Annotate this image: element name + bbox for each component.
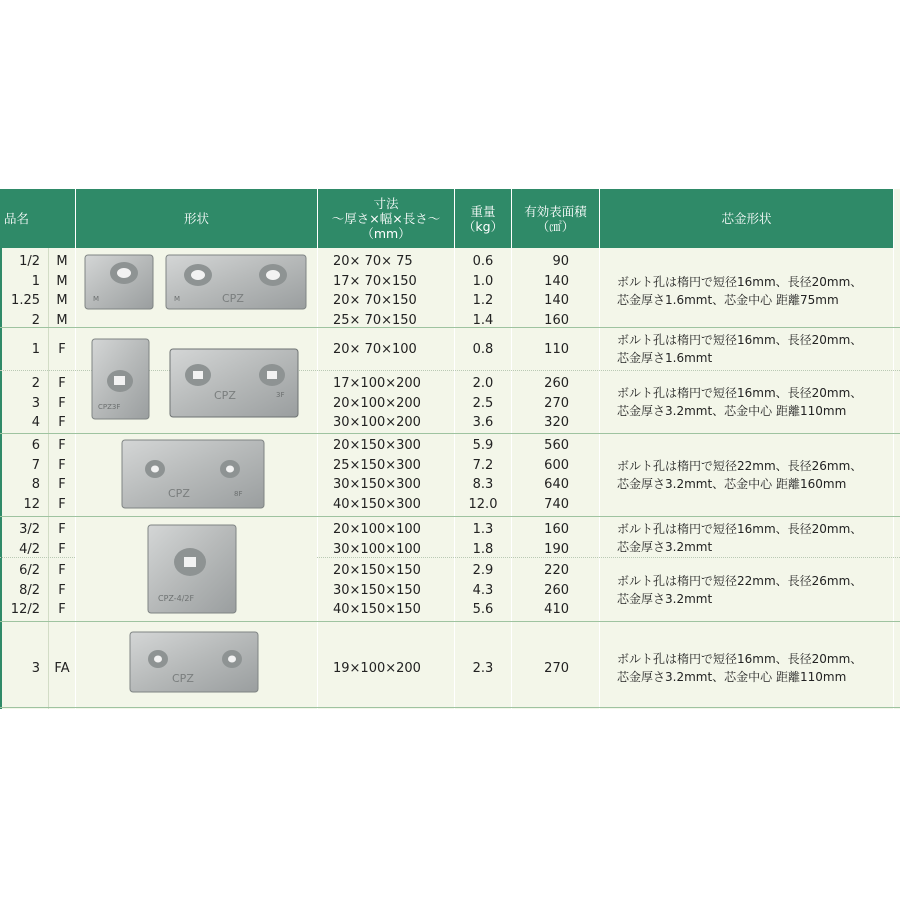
dimensions: 17×100×200 20×100×200 30×100×200 — [333, 376, 421, 430]
anode-f-square-image — [148, 525, 236, 613]
anode-m-large-image — [166, 255, 306, 309]
surface-areas: 160 190 — [544, 522, 569, 557]
plate-drawings — [0, 189, 900, 709]
product-types: F F F — [58, 376, 66, 430]
anode-f-small-image — [92, 339, 149, 419]
plate-marking: CPZ — [214, 389, 236, 402]
plate-marking: 3F — [276, 391, 285, 399]
product-names: 3/2 4/2 — [19, 522, 40, 557]
product-names: 1/2 1 1.25 2 — [11, 254, 40, 328]
product-spec-table — [0, 189, 900, 709]
surface-areas: 270 — [544, 661, 569, 676]
weights: 1.3 1.8 — [472, 522, 494, 557]
surface-areas: 220 260 410 — [544, 563, 569, 617]
product-names: 2 3 4 — [31, 376, 40, 430]
dimensions: 20× 70× 75 17× 70×150 20× 70×150 25× 70×150 — [333, 254, 417, 328]
header-core-shape: 芯金形状 — [600, 189, 893, 248]
header-product-name: 品名 — [0, 189, 75, 248]
surface-areas: 90 140 140 160 — [544, 254, 569, 328]
core-note: ボルト孔は楕円で短径16mm、長径20mm、 芯金厚さ1.6mmt、芯金中心 距離75mm — [617, 275, 863, 307]
core-note: ボルト孔は楕円で短径16mm、長径20mm、 芯金厚さ3.2mmt、芯金中心 距離110mm — [617, 652, 863, 684]
dimensions: 19×100×200 — [333, 661, 421, 676]
plate-marking: CPZ — [222, 292, 244, 305]
surface-areas: 260 270 320 — [544, 376, 569, 430]
core-note: ボルト孔は楕円で短径16mm、長径20mm、 芯金厚さ3.2mmt、芯金中心 距離110mm — [617, 386, 863, 418]
product-names: 6 7 8 12 — [23, 438, 40, 512]
surface-areas: 110 — [544, 342, 569, 357]
product-names: 1 — [31, 342, 40, 357]
weights: 0.6 1.0 1.2 1.4 — [472, 254, 494, 328]
core-note: ボルト孔は楕円で短径22mm、長径26mm、 芯金厚さ3.2mmt、芯金中心 距離160mm — [617, 459, 863, 491]
product-types: F F F F — [58, 438, 66, 512]
header-weight: 重量 （kg） — [455, 189, 511, 248]
header-dimensions: 寸法 ～厚さ×幅×長さ～ （mm） — [318, 189, 454, 248]
product-types: M M M M — [56, 254, 68, 328]
product-types: F F — [58, 522, 66, 557]
dimensions: 20×150×150 30×150×150 40×150×150 — [333, 563, 421, 617]
plate-marking: CPZ — [172, 672, 194, 685]
plate-marking: 8F — [234, 490, 243, 498]
product-types: F — [58, 342, 66, 357]
plate-marking: M — [174, 295, 181, 303]
anode-fa-image — [130, 632, 258, 692]
header-shape: 形状 — [76, 189, 317, 248]
weights: 2.9 4.3 5.6 — [472, 563, 494, 617]
core-note: ボルト孔は楕円で短径22mm、長径26mm、 芯金厚さ3.2mmt — [617, 574, 863, 606]
dimensions: 20×100×100 30×100×100 — [333, 522, 421, 557]
anode-f-big-image — [122, 440, 264, 508]
weights: 5.9 7.2 8.3 12.0 — [468, 438, 498, 512]
dimensions: 20× 70×100 — [333, 342, 417, 357]
product-types: F F F — [58, 563, 66, 617]
anode-m-small-image — [85, 255, 153, 309]
surface-areas: 560 600 640 740 — [544, 438, 569, 512]
weights: 0.8 — [472, 342, 494, 357]
plate-marking: M — [93, 295, 100, 303]
anode-f-wide-image — [170, 349, 298, 417]
product-names: 6/2 8/2 12/2 — [10, 563, 40, 617]
plate-marking: CPZ3F — [98, 403, 121, 411]
plate-marking: CPZ — [168, 487, 190, 500]
core-note: ボルト孔は楕円で短径16mm、長径20mm、 芯金厚さ3.2mmt — [617, 522, 863, 554]
dimensions: 20×150×300 25×150×300 30×150×300 40×150×300 — [333, 438, 421, 512]
weights: 2.0 2.5 3.6 — [472, 376, 494, 430]
product-names: 3 — [31, 661, 40, 676]
product-types: FA — [54, 661, 70, 676]
header-surface-area: 有効表面積 （㎠） — [512, 189, 599, 248]
weights: 2.3 — [472, 661, 494, 676]
plate-marking: CPZ-4/2F — [158, 594, 195, 603]
core-note: ボルト孔は楕円で短径16mm、長径20mm、 芯金厚さ1.6mmt — [617, 333, 863, 365]
